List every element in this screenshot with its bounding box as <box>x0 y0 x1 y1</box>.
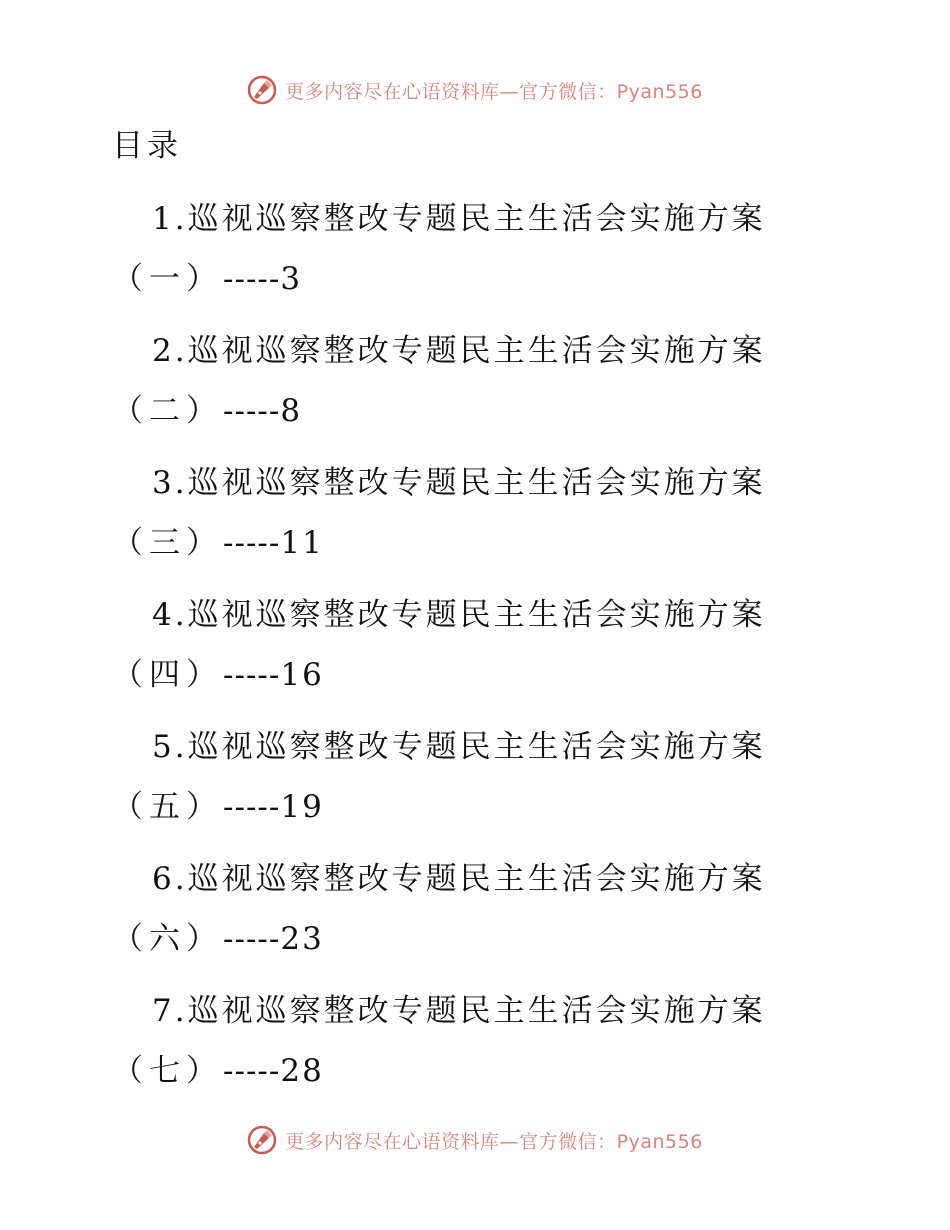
toc-entry-leader: ----- <box>223 921 281 957</box>
toc-entry-leader: ----- <box>223 789 281 825</box>
toc-entry-leader: ----- <box>223 525 281 561</box>
toc-entry-number: 4. <box>152 597 188 633</box>
toc-entry-page-line <box>112 388 302 434</box>
toc-entry-page-line <box>112 1048 324 1094</box>
toc-entry-sequence: （一） <box>112 261 223 297</box>
toc-entry <box>112 724 792 856</box>
pen-nib-logo-icon <box>247 1125 277 1155</box>
toc-entry-page: 3 <box>280 261 303 297</box>
watermark-text: 更多内容尽在心语资料库—官方微信：Pyan556 <box>285 1130 703 1153</box>
toc-entry-title: 巡视巡察整改专题民主生活会实施方案 <box>187 993 766 1029</box>
toc-entry <box>112 328 792 460</box>
toc-entry-leader: ----- <box>223 261 281 297</box>
toc-entry-page-line <box>112 916 324 962</box>
toc-entry-title: 巡视巡察整改专题民主生活会实施方案 <box>187 861 766 897</box>
toc-entry-sequence: （六） <box>112 921 223 957</box>
toc-entry-number: 5. <box>152 729 188 765</box>
toc-entry <box>112 460 792 592</box>
toc-entry-page: 8 <box>280 393 303 429</box>
watermark-header <box>0 70 950 110</box>
toc-entry-title: 巡视巡察整改专题民主生活会实施方案 <box>187 729 766 765</box>
toc-entry-page: 16 <box>280 657 324 693</box>
toc-entry-title: 巡视巡察整改专题民主生活会实施方案 <box>187 597 766 633</box>
toc-entry <box>112 592 792 724</box>
toc-entry-leader: ----- <box>223 1053 281 1089</box>
toc-entry-sequence: （四） <box>112 657 223 693</box>
toc-entry-title-line <box>152 724 766 770</box>
toc-entry-number: 2. <box>152 333 188 369</box>
toc-entry-number: 6. <box>152 861 188 897</box>
toc-entry-page-line <box>112 784 324 830</box>
toc-entry-number: 3. <box>152 465 188 501</box>
toc-entry-title: 巡视巡察整改专题民主生活会实施方案 <box>187 465 766 501</box>
toc-entry-page-line <box>112 520 324 566</box>
toc-entry <box>112 196 792 328</box>
toc-entry-title-line <box>152 460 766 506</box>
toc-entry-sequence: （七） <box>112 1053 223 1089</box>
watermark-footer <box>0 1120 950 1160</box>
toc-entry-page-line <box>112 256 302 302</box>
toc-entry-page: 11 <box>280 525 324 561</box>
toc-entry-title: 巡视巡察整改专题民主生活会实施方案 <box>187 333 766 369</box>
toc-entry-sequence: （五） <box>112 789 223 825</box>
toc-entry-title: 巡视巡察整改专题民主生活会实施方案 <box>187 201 766 237</box>
toc-entry-title-line <box>152 328 766 374</box>
toc-entry-sequence: （三） <box>112 525 223 561</box>
toc-entry <box>112 856 792 988</box>
toc-entry-sequence: （二） <box>112 393 223 429</box>
toc-entry-number: 1. <box>152 201 188 237</box>
toc-title: 目录 <box>112 128 182 164</box>
toc-entry-title-line <box>152 196 766 242</box>
toc-entry-number: 7. <box>152 993 188 1029</box>
toc-entry-leader: ----- <box>223 657 281 693</box>
toc-entry-title-line <box>152 592 766 638</box>
toc-entry-page: 28 <box>280 1053 324 1089</box>
toc-entry-title-line <box>152 856 766 902</box>
toc-entry-title-line <box>152 988 766 1034</box>
watermark-text: 更多内容尽在心语资料库—官方微信：Pyan556 <box>285 80 703 103</box>
toc-entry-page: 23 <box>280 921 324 957</box>
toc-entry-page: 19 <box>280 789 324 825</box>
toc-list <box>112 196 792 1120</box>
toc-entry <box>112 988 792 1120</box>
toc-entry-leader: ----- <box>223 393 281 429</box>
toc-entry-page-line <box>112 652 324 698</box>
pen-nib-logo-icon <box>247 75 277 105</box>
